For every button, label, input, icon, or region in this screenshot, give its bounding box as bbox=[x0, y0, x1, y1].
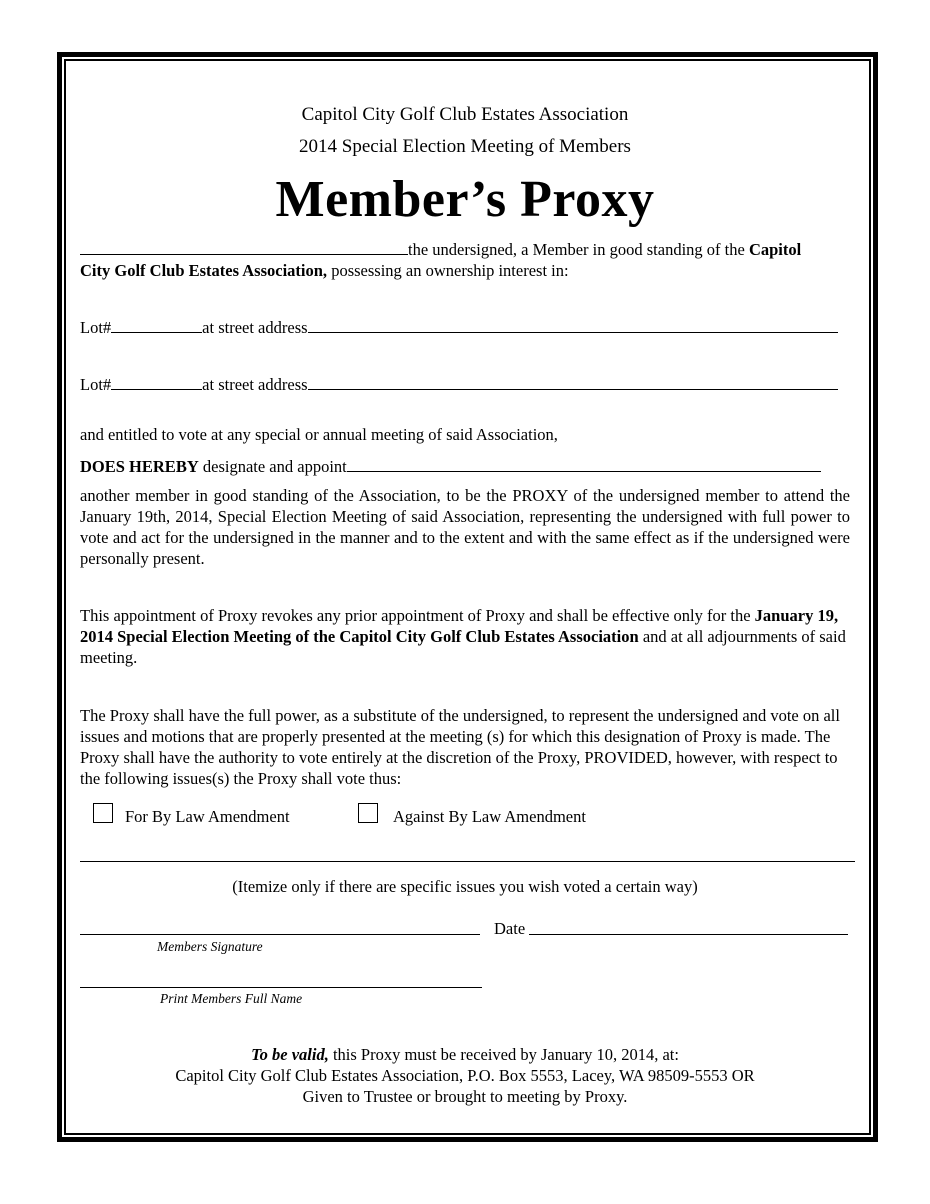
lot-label: Lot# bbox=[80, 318, 112, 337]
appoint-text: designate and appoint bbox=[198, 457, 347, 476]
intro-bold-name-cont: City Golf Club Estates Association, bbox=[80, 261, 328, 280]
date-label: Date bbox=[494, 919, 526, 938]
against-amendment-checkbox[interactable] bbox=[358, 803, 378, 823]
lot-number-blank[interactable] bbox=[111, 374, 202, 390]
mailing-address: Capitol City Golf Club Estates Association, P.O. Box 5553, Lacey, WA 98509-5553 OR bbox=[175, 1066, 755, 1085]
address-label: at street address bbox=[202, 375, 308, 394]
lot-label: Lot# bbox=[80, 375, 112, 394]
street-address-blank[interactable] bbox=[308, 374, 838, 390]
proxy-name-blank[interactable] bbox=[347, 456, 821, 472]
intro-bold-name: Capitol bbox=[748, 240, 802, 259]
lot-row-2 bbox=[80, 374, 855, 395]
signature-line[interactable] bbox=[80, 934, 480, 935]
intro-paragraph bbox=[80, 239, 855, 281]
meeting-heading: 2014 Special Election Meeting of Members bbox=[299, 136, 631, 157]
association-heading: Capitol City Golf Club Estates Association bbox=[301, 104, 629, 125]
revocation-bold: January 19, 2014 Special Election Meeting of the Capitol City Golf Club Estates Association bbox=[80, 606, 839, 646]
validity-bold: To be valid, bbox=[251, 1045, 329, 1064]
powers-paragraph: The Proxy shall have the full power, as a substitute of the undersigned, to represent the undersigned and vote on all issues and motions that are properly presented at the meeting (s) for which this designation of Proxy is made. The Proxy shall have the authority to vote entirely at the discretion of the Proxy, PROVIDED, however, with respect to the following issues(s) the Proxy shall vote thus: bbox=[80, 706, 840, 788]
lot-row-1 bbox=[80, 317, 855, 338]
delivery-note: Given to Trustee or brought to meeting by Proxy. bbox=[302, 1087, 628, 1106]
authority-paragraph: another member in good standing of the Association, to be the PROXY of the undersigned member to attend the January 19th, 2014, Special Election Meeting of said Association, representing the undersigned with full power to vote and act for the undersigned in the manner and to the extent and with the same effect as if the undersigned were personally present. bbox=[80, 486, 850, 568]
validity-note bbox=[80, 1044, 850, 1065]
itemize-note: (Itemize only if there are specific issues you wish voted a certain way) bbox=[232, 877, 698, 896]
signature-caption: Members Signature bbox=[157, 939, 263, 954]
appoint-row bbox=[80, 456, 855, 477]
print-name-line[interactable] bbox=[80, 987, 482, 988]
intro-text: the undersigned, a Member in good standing of the bbox=[408, 240, 749, 259]
entitled-text: and entitled to vote at any special or annual meeting of said Association, bbox=[80, 425, 558, 444]
lot-number-blank[interactable] bbox=[111, 317, 202, 333]
against-amendment-label: Against By Law Amendment bbox=[393, 807, 586, 826]
street-address-blank[interactable] bbox=[308, 317, 838, 333]
revocation-text: This appointment of Proxy revokes any prior appointment of Proxy and shall be effective only for the bbox=[80, 606, 755, 625]
address-label: at street address bbox=[202, 318, 308, 337]
for-amendment-label: For By Law Amendment bbox=[125, 807, 290, 826]
appoint-bold: DOES HEREBY bbox=[80, 457, 199, 476]
member-name-blank[interactable] bbox=[80, 239, 408, 255]
validity-text: this Proxy must be received by January 10, 2014, at: bbox=[328, 1045, 679, 1064]
for-amendment-checkbox[interactable] bbox=[93, 803, 113, 823]
page-title: Member’s Proxy bbox=[275, 171, 655, 228]
revocation-text-end: and at all adjournments of said meeting. bbox=[80, 627, 846, 667]
intro-text-cont: possessing an ownership interest in: bbox=[327, 261, 569, 280]
revocation-paragraph bbox=[80, 605, 850, 668]
date-line[interactable] bbox=[529, 934, 848, 935]
itemize-line[interactable] bbox=[80, 861, 855, 862]
print-name-caption: Print Members Full Name bbox=[160, 991, 303, 1006]
